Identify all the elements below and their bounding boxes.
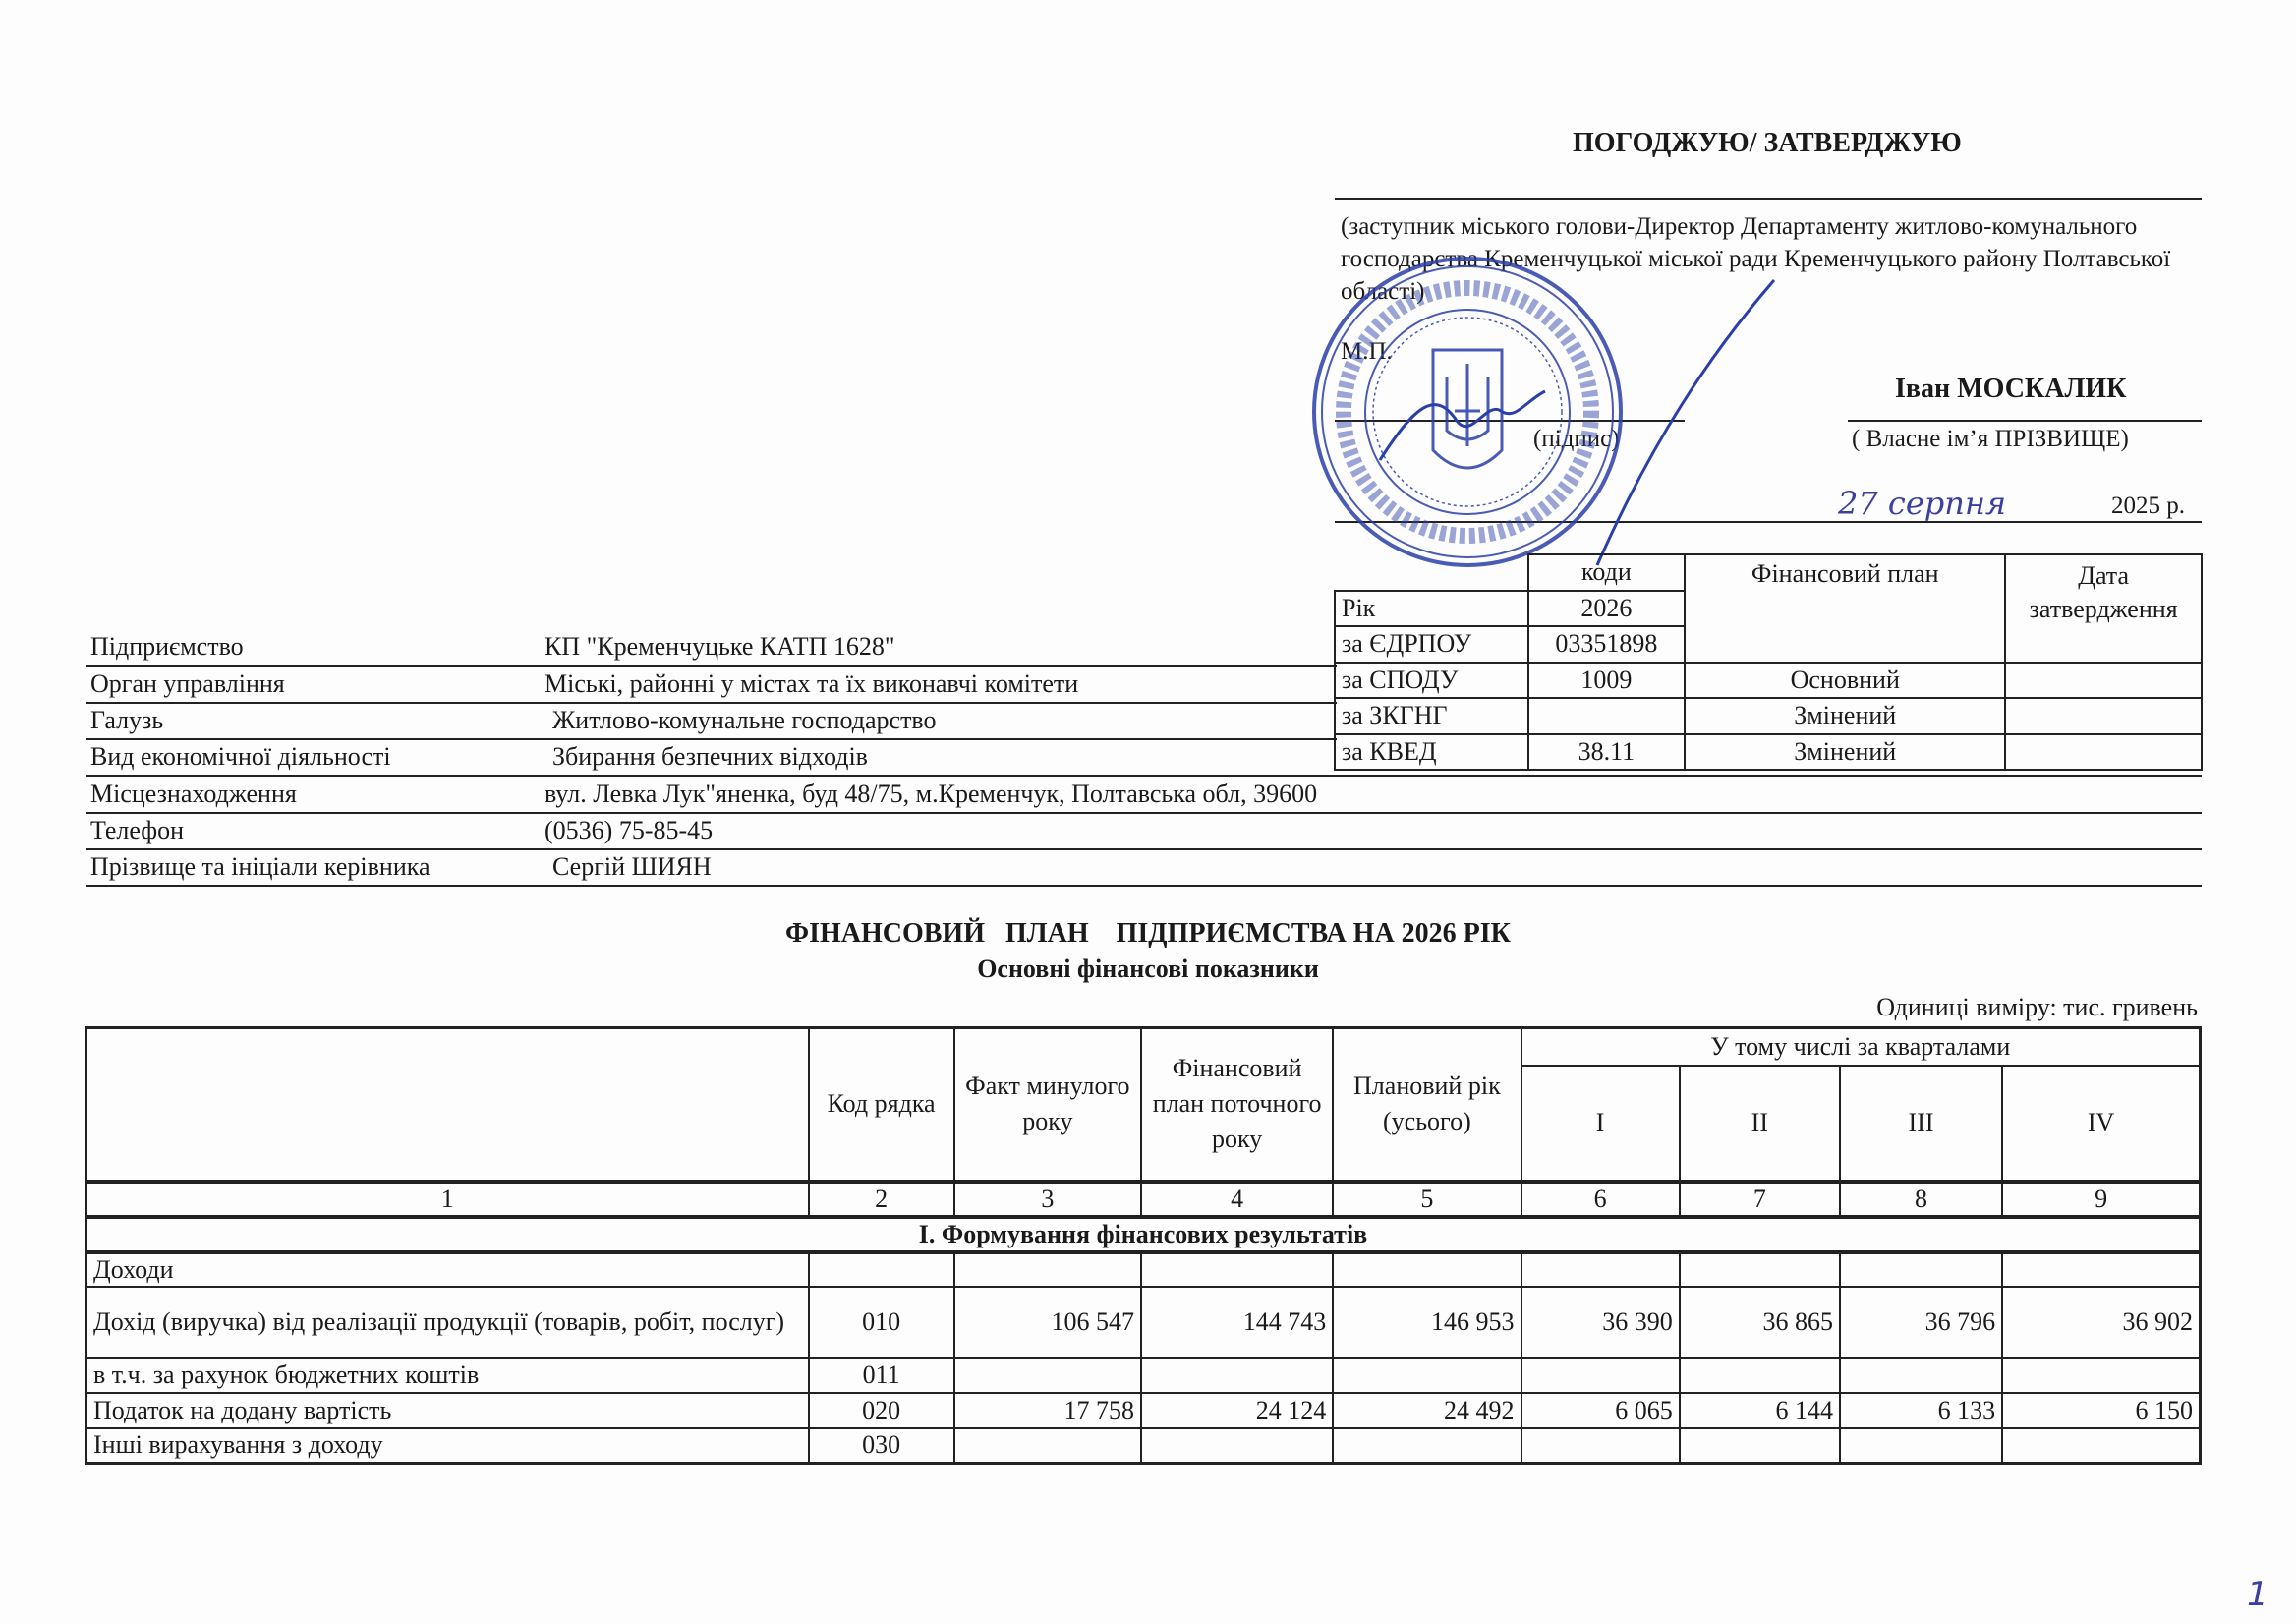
code-label: за ЗКГНГ xyxy=(1335,698,1528,734)
row-name: Доходи xyxy=(86,1252,809,1287)
code-value: 2026 xyxy=(1528,591,1686,627)
row-plan-current: 144 743 xyxy=(1141,1287,1333,1358)
row-plan-year xyxy=(1333,1252,1521,1287)
header-q1: I xyxy=(1521,1066,1680,1182)
name-caption: ( Власне ім’я ПРІЗВИЩЕ) xyxy=(1852,426,2129,452)
units-label: Одиниці виміру: тис. гривень xyxy=(1876,993,2198,1021)
row-plan-year xyxy=(1333,1428,1521,1464)
seal-place-label: М.П. xyxy=(1341,338,1393,365)
divider xyxy=(86,812,2202,814)
report-subtitle: Основні фінансові показники xyxy=(977,955,1319,983)
approval-date-header: Дата затвердження xyxy=(2005,554,2202,663)
code-value: 1009 xyxy=(1528,663,1686,699)
header-indicator xyxy=(86,1028,809,1182)
divider xyxy=(86,738,1337,740)
codes-header: коди xyxy=(1528,554,1686,591)
section-title: I. Формування фінансових результатів xyxy=(86,1217,2201,1252)
col-number: 6 xyxy=(1521,1182,1680,1217)
col-number: 2 xyxy=(809,1182,954,1217)
header-q4: IV xyxy=(2002,1066,2200,1182)
row-name: Дохід (виручка) від реалізації продукції (товарів, робіт, послуг) xyxy=(86,1287,809,1358)
header-code: Код рядка xyxy=(809,1028,954,1182)
row-q2 xyxy=(1680,1358,1840,1393)
signature-stroke-icon xyxy=(1592,275,1779,570)
row-q3: 36 796 xyxy=(1840,1287,2002,1358)
plan-type: Основний xyxy=(1685,663,2005,699)
code-label: Рік xyxy=(1335,591,1528,627)
row-q4: 6 150 xyxy=(2002,1393,2200,1428)
row-q1 xyxy=(1521,1358,1680,1393)
row-q1: 36 390 xyxy=(1521,1287,1680,1358)
table-row xyxy=(86,1252,2201,1287)
row-q3 xyxy=(1840,1252,2002,1287)
row-q3 xyxy=(1840,1358,2002,1393)
col-number: 4 xyxy=(1141,1182,1333,1217)
row-plan-year: 24 492 xyxy=(1333,1393,1521,1428)
phone-value: (0536) 75-85-45 xyxy=(545,816,714,844)
row-q4 xyxy=(2002,1358,2200,1393)
row-plan-year xyxy=(1333,1358,1521,1393)
header-plan-current: Фінансовий план поточного року xyxy=(1141,1028,1333,1182)
location-label: Місцезнаходження xyxy=(90,780,297,808)
director-label: Прізвище та ініціали керівника xyxy=(90,852,430,881)
col-number: 5 xyxy=(1333,1182,1521,1217)
approval-date-cell xyxy=(2005,734,2202,771)
row-q3: 6 133 xyxy=(1840,1393,2002,1428)
divider xyxy=(86,775,2202,777)
row-q2: 36 865 xyxy=(1680,1287,1840,1358)
row-plan-current xyxy=(1141,1358,1333,1393)
row-fact: 17 758 xyxy=(954,1393,1141,1428)
row-code: 020 xyxy=(809,1393,954,1428)
divider xyxy=(86,848,2202,850)
divider xyxy=(86,702,1337,704)
plan-type: Змінений xyxy=(1685,698,2005,734)
table-row xyxy=(86,1287,2201,1358)
row-q2 xyxy=(1680,1252,1840,1287)
row-fact xyxy=(954,1252,1141,1287)
row-q3 xyxy=(1840,1428,2002,1464)
row-code: 010 xyxy=(809,1287,954,1358)
col-number: 1 xyxy=(86,1182,809,1217)
row-plan-current: 24 124 xyxy=(1141,1393,1333,1428)
management-label: Орган управління xyxy=(90,669,285,698)
approver-line xyxy=(1335,198,2202,200)
industry-value: Житлово-комунальне господарство xyxy=(552,706,937,734)
row-plan-current xyxy=(1141,1428,1333,1464)
row-plan-current xyxy=(1141,1252,1333,1287)
row-name: в т.ч. за рахунок бюджетних коштів xyxy=(86,1358,809,1393)
row-code xyxy=(809,1252,954,1287)
name-line xyxy=(1848,420,2202,422)
approver-name: Іван МОСКАЛИК xyxy=(1895,374,2127,404)
row-q2 xyxy=(1680,1428,1840,1464)
plan-header: Фінансовий план xyxy=(1685,554,2005,663)
financial-table xyxy=(85,1026,2202,1465)
phone-label: Телефон xyxy=(90,816,185,844)
col-number: 8 xyxy=(1840,1182,2002,1217)
code-value: 03351898 xyxy=(1528,626,1686,663)
signature-caption: (підпис) xyxy=(1533,426,1620,452)
activity-value: Збирання безпечних відходів xyxy=(552,742,868,771)
header-plan-year: Плановий рік (усього) xyxy=(1333,1028,1521,1182)
approver-position: (заступник міського голови-Директор Департаменту житлово-комунального господарства Кременчуцької міської ради Кременчуцького району Полтавської області) xyxy=(1341,213,2171,305)
row-q4: 36 902 xyxy=(2002,1287,2200,1358)
row-fact: 106 547 xyxy=(954,1287,1141,1358)
header-quarters-group: У тому числі за кварталами xyxy=(1521,1028,2201,1066)
code-label: за КВЕД xyxy=(1335,734,1528,771)
row-fact xyxy=(954,1358,1141,1393)
row-q1 xyxy=(1521,1428,1680,1464)
table-row xyxy=(86,1428,2201,1464)
row-plan-year: 146 953 xyxy=(1333,1287,1521,1358)
row-q1: 6 065 xyxy=(1521,1393,1680,1428)
management-value: Міські, районні у містах та їх виконавчі комітети xyxy=(545,669,1079,698)
enterprise-label: Підприємство xyxy=(90,632,244,661)
row-q4 xyxy=(2002,1428,2200,1464)
row-q2: 6 144 xyxy=(1680,1393,1840,1428)
table-row xyxy=(86,1393,2201,1428)
table-row xyxy=(86,1358,2201,1393)
header-q3: III xyxy=(1840,1066,2002,1182)
code-value xyxy=(1528,698,1686,734)
plan-type: Змінений xyxy=(1685,734,2005,771)
handwritten-date: 27 серпня xyxy=(1838,485,2007,522)
report-title: ФІНАНСОВИЙ ПЛАН ПІДПРИЄМСТВА НА 2026 РІК xyxy=(785,918,1511,949)
row-name: Інші вирахування з доходу xyxy=(86,1428,809,1464)
row-q4 xyxy=(2002,1252,2200,1287)
col-number: 9 xyxy=(2002,1182,2200,1217)
enterprise-value: КП "Кременчуцьке КАТП 1628" xyxy=(545,632,895,661)
row-name: Податок на додану вартість xyxy=(86,1393,809,1428)
col-number: 3 xyxy=(954,1182,1141,1217)
date-year: 2025 р. xyxy=(2111,493,2185,519)
divider xyxy=(86,885,2202,887)
page-number: 1 xyxy=(2247,1575,2268,1614)
code-value: 38.11 xyxy=(1528,734,1686,771)
code-label: за ЄДРПОУ xyxy=(1335,626,1528,663)
approval-date-cell xyxy=(2005,698,2202,734)
location-value: вул. Левка Лук"яненка, буд 48/75, м.Кременчук, Полтавська обл, 39600 xyxy=(545,780,1318,808)
row-code: 011 xyxy=(809,1358,954,1393)
activity-label: Вид економічної діяльності xyxy=(90,742,391,771)
header-fact: Факт минулого року xyxy=(954,1028,1141,1182)
row-fact xyxy=(954,1428,1141,1464)
col-number: 7 xyxy=(1680,1182,1840,1217)
approval-title: ПОГОДЖУЮ/ ЗАТВЕРДЖУЮ xyxy=(1573,128,1962,158)
industry-label: Галузь xyxy=(90,706,164,734)
row-code: 030 xyxy=(809,1428,954,1464)
approval-date-cell xyxy=(2005,663,2202,699)
header-q2: II xyxy=(1680,1066,1840,1182)
director-value: Сергій ШИЯН xyxy=(552,852,712,881)
row-q1 xyxy=(1521,1252,1680,1287)
divider xyxy=(86,665,1337,667)
code-label: за СПОДУ xyxy=(1335,663,1528,699)
codes-table xyxy=(1334,553,2203,771)
